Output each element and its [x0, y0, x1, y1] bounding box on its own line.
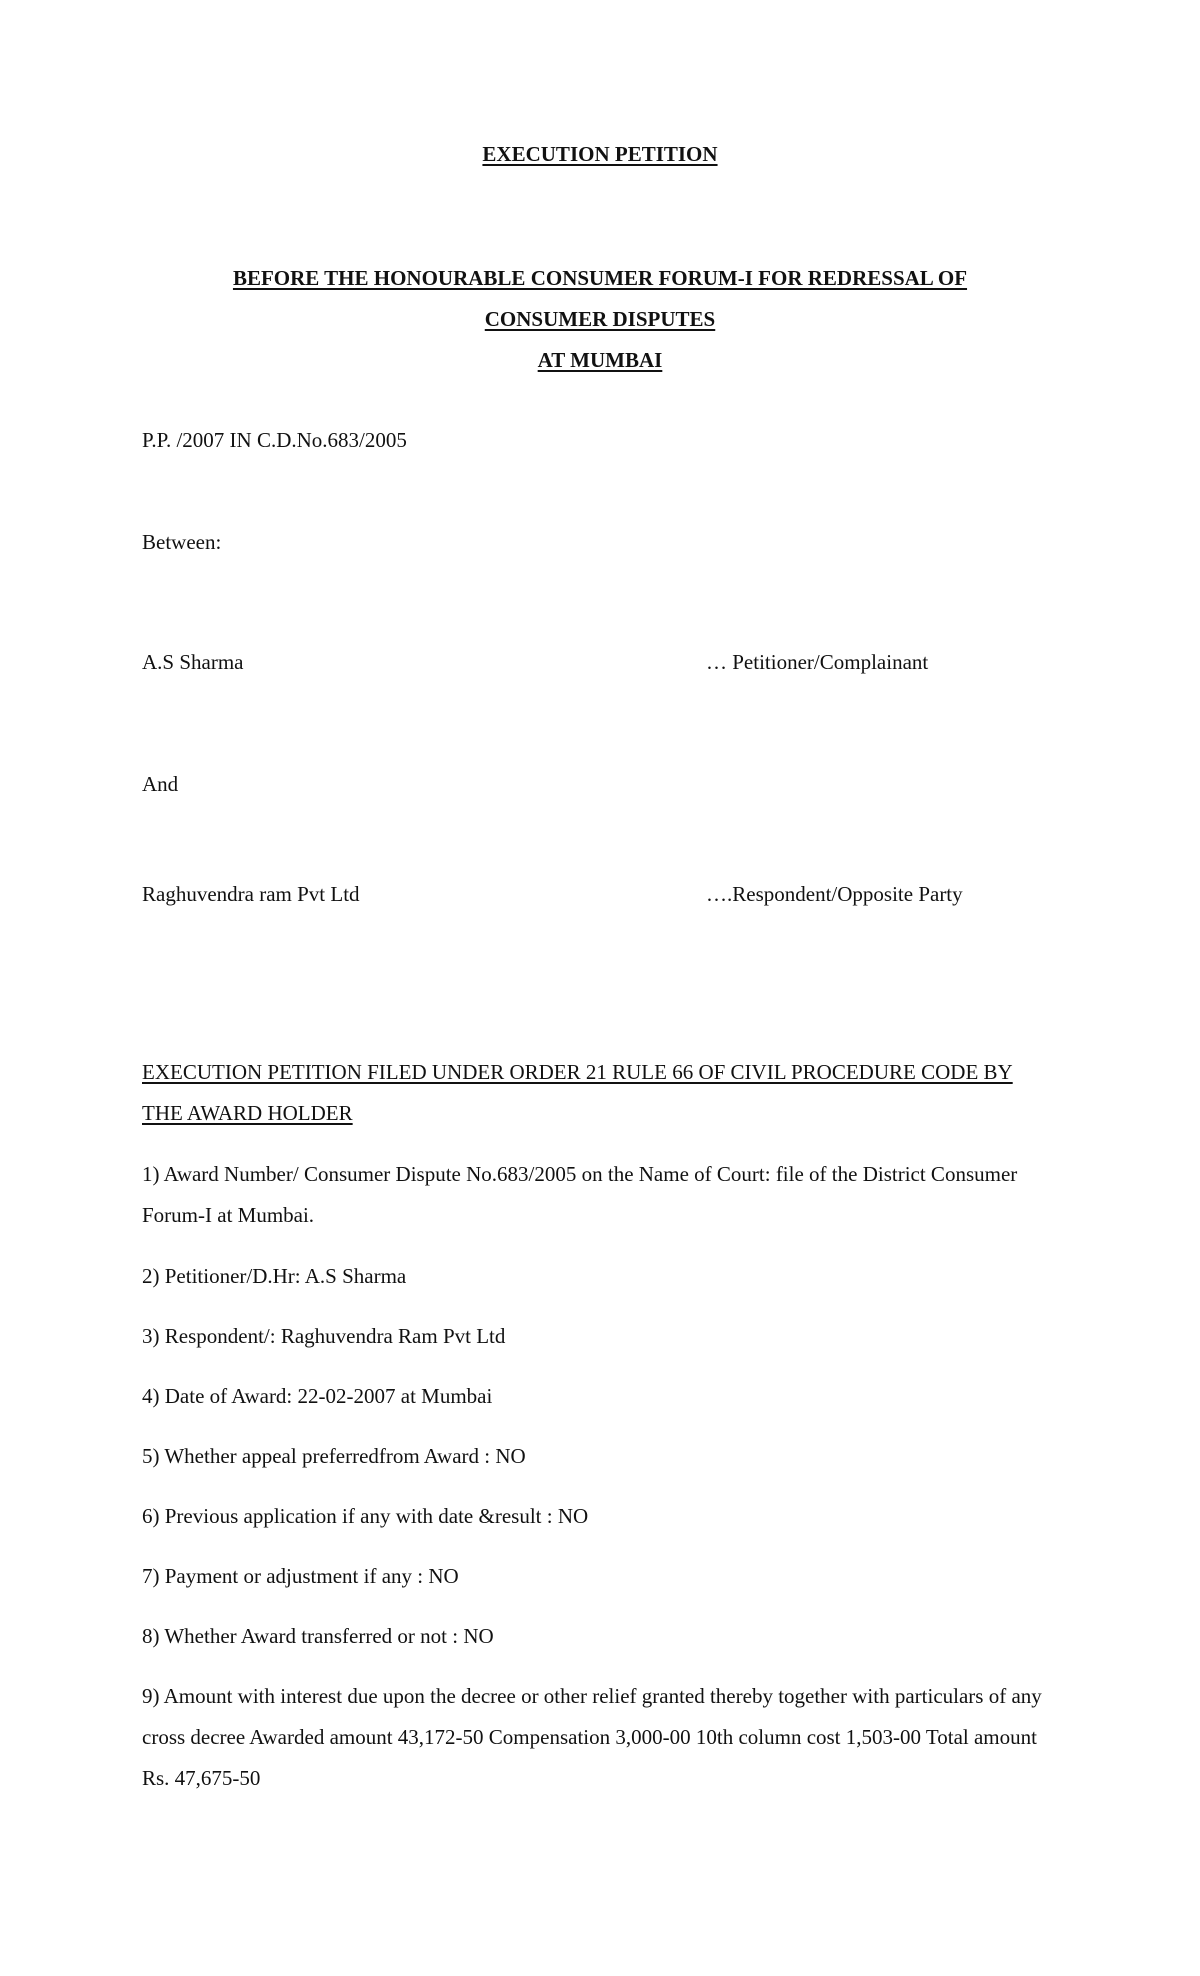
between-label: Between: — [142, 530, 222, 554]
document-title: EXECUTION PETITION — [482, 142, 718, 166]
item-6: 6) Previous application if any with date &result : NO — [142, 1504, 589, 1528]
item-5: 5) Whether appeal preferredfrom Award : NO — [142, 1444, 526, 1468]
item-3: 3) Respondent/: Raghuvendra Ram Pvt Ltd — [142, 1324, 506, 1348]
item-2: 2) Petitioner/D.Hr: A.S Sharma — [142, 1264, 407, 1288]
item-7: 7) Payment or adjustment if any : NO — [142, 1564, 459, 1588]
court-line-3: AT MUMBAI — [537, 348, 663, 372]
court-line-1: BEFORE THE HONOURABLE CONSUMER FORUM-I FOR REDRESSAL OF — [232, 266, 968, 290]
filing-heading: EXECUTION PETITION FILED UNDER ORDER 21 RULE 66 OF CIVIL PROCEDURE CODE BY THE AWARD HOLDER — [142, 1060, 1013, 1125]
item-1: 1) Award Number/ Consumer Dispute No.683/2005 on the Name of Court: file of the District Consumer Forum-I at Mumbai. — [142, 1162, 1018, 1227]
respondent-role: ….Respondent/Opposite Party — [706, 882, 963, 906]
respondent-name: Raghuvendra ram Pvt Ltd — [142, 882, 360, 906]
and-label: And — [142, 772, 179, 796]
item-4: 4) Date of Award: 22-02-2007 at Mumbai — [142, 1384, 493, 1408]
case-number: P.P. /2007 IN C.D.No.683/2005 — [142, 428, 407, 452]
item-8: 8) Whether Award transferred or not : NO — [142, 1624, 494, 1648]
item-9: 9) Amount with interest due upon the decree or other relief granted thereby together with particulars of any cross decree Awarded amount 43,172-50 Compensation 3,000-00 10th column cost 1,503-00 Total amount Rs. 47,675-50 — [142, 1684, 1042, 1790]
court-heading — [0, 258, 1200, 381]
court-line-2: CONSUMER DISPUTES — [484, 307, 716, 331]
petitioner-role: … Petitioner/Complainant — [706, 650, 929, 674]
petitioner-name: A.S Sharma — [142, 650, 244, 674]
